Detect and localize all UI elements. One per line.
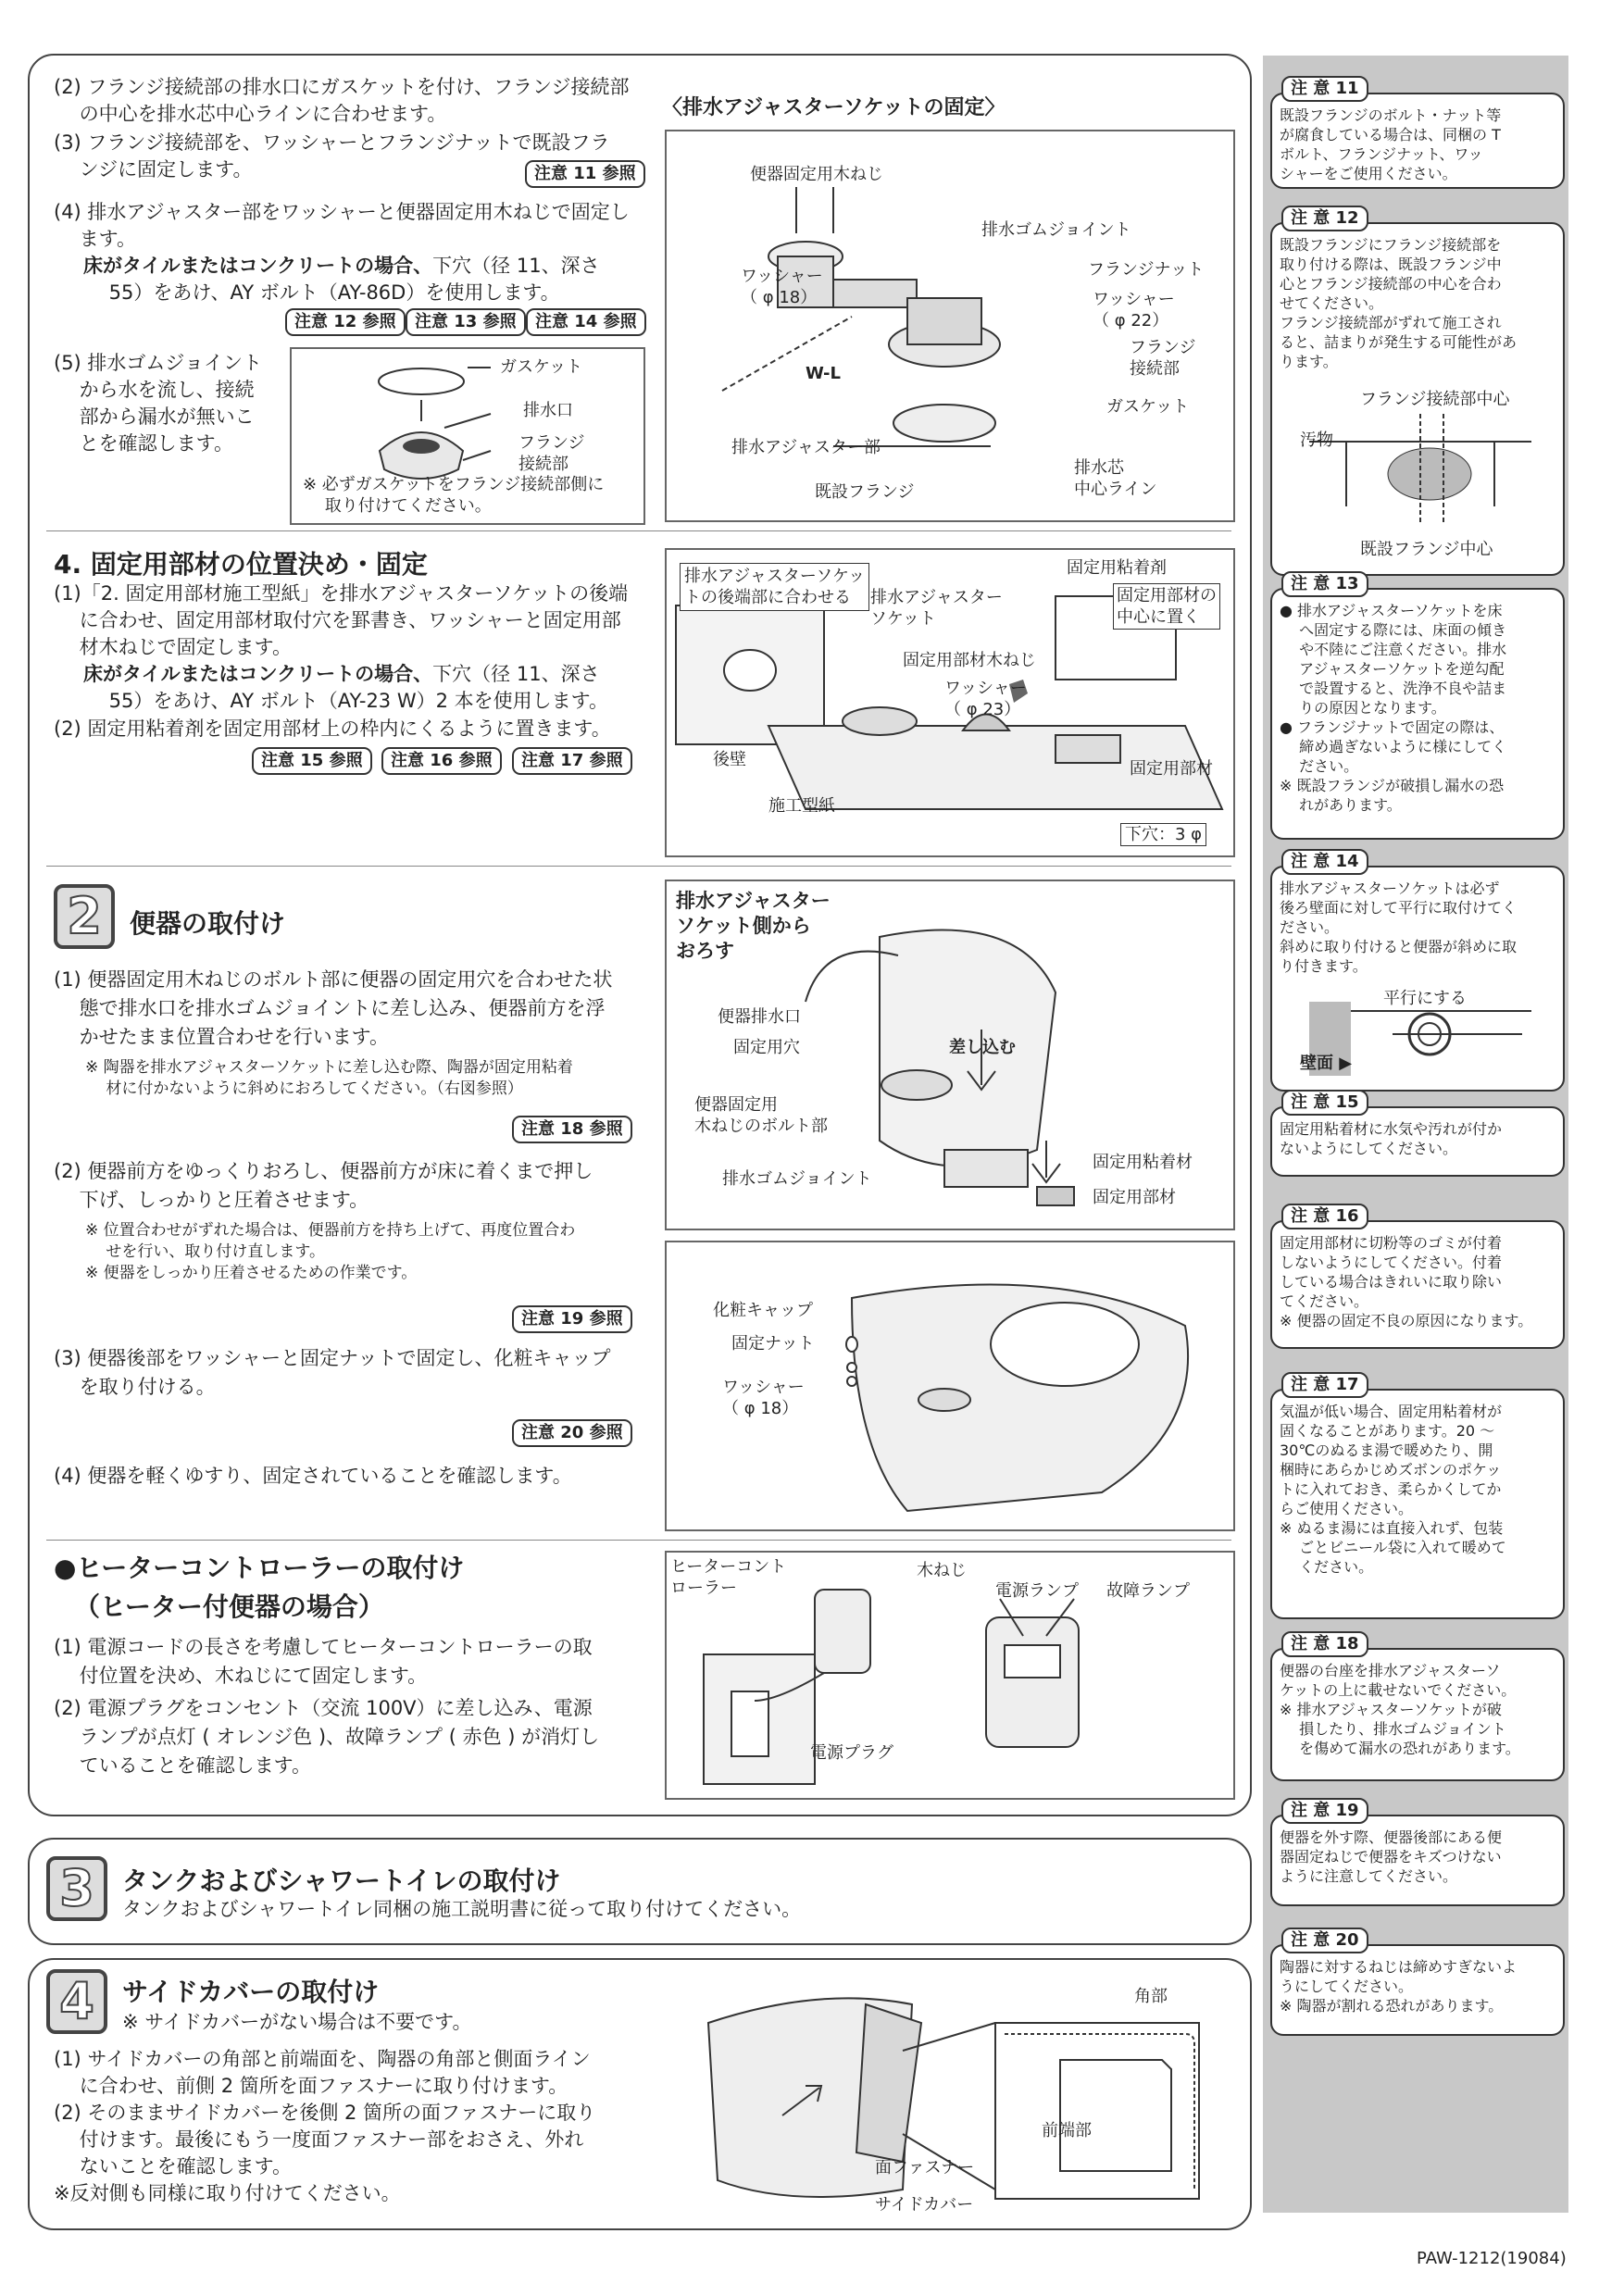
- label-front-end: 前端部: [1042, 2121, 1092, 2140]
- step4-step-2: (2) そのままサイドカバーを後側 2 箇所の面ファスナーに取り 付けます。最後にもう一度面ファスナー部をおさえ、外れ ないことを確認します。: [54, 2102, 596, 2177]
- label-power-plug: 電源プラグ: [810, 1743, 893, 1763]
- label-screw-bolt: 便器固定用 木ねじのボルト部: [694, 1095, 828, 1136]
- step2-step-1-note: ※ 陶器を排水アジャスターソケットに差し込む際、陶器が固定用粘着 材に付かないように斜めにおろしてください。（右図参照）: [85, 1058, 573, 1098]
- flange-step-4: (4) 排水アジャスター部をワッシャーと便器固定用木ねじで固定し ます。: [54, 201, 630, 250]
- label-fault-lamp: 故障ランプ: [1106, 1581, 1190, 1601]
- section4-step-1-rest: 下穴（径 11、深さ 55）をあけ、AY ボルト（AY-23 W）2 本を使用します。: [108, 663, 608, 712]
- label-fixing-member-2: 固定用部材: [1093, 1188, 1176, 1207]
- step3-number: 3: [46, 1856, 107, 1921]
- ref-note-20: 注意 20 参照: [512, 1419, 632, 1447]
- label-insert: 差し込む: [949, 1038, 1016, 1057]
- step4-number: 4: [46, 1969, 107, 2034]
- note-16-body: 固定用部材に切粉等のゴミが付着 しないようにしてください。付着 している場合はきれいに取り除い てください。 ※ 便器の固定不良の原因になります。: [1280, 1234, 1533, 1329]
- label-side-cover: サイドカバー: [875, 2195, 974, 2215]
- note-17-title: 注 意 17: [1281, 1372, 1368, 1398]
- note-12-title: 注 意 12: [1281, 206, 1368, 231]
- note-15-body: 固定用粘着材に水気や汚れが付か ないようにしてください。: [1280, 1120, 1503, 1157]
- label-adjuster-socket: 排水アジャスター ソケット: [870, 588, 1003, 629]
- label-adjuster: 排水アジャスター部: [731, 438, 881, 457]
- adjuster-figure: [665, 130, 1235, 522]
- divider-2: [46, 866, 1231, 867]
- label-center-line: 排水芯 中心ライン: [1074, 458, 1157, 499]
- divider-3: [46, 1540, 1231, 1541]
- heater-subheading: （ヒーター付便器の場合）: [74, 1591, 384, 1622]
- ref-note-13: 注意 13 参照: [406, 308, 526, 336]
- note-12-drawing: [1291, 405, 1550, 534]
- label-align-rear: 排水アジャスターソケッ トの後端部に合わせる: [680, 563, 869, 611]
- note-12-body: 既設フランジにフランジ接続部を 取り付ける際は、既設フランジ中 心とフランジ接続部の中心を合わ せてください。 フランジ接続部がずれて施工され ると、詰まりが発生する可能性があ ります。: [1280, 236, 1518, 370]
- note-19-title: 注 意 19: [1281, 1798, 1368, 1824]
- label-adhesive-title: 固定用粘着剤: [1067, 558, 1167, 578]
- section4-step-1-bold: 床がタイルまたはコンクリートの場合、: [83, 663, 433, 685]
- heater-step-2: (2) 電源プラグをコンセント（交流 100V）に差し込み、電源 ランプが点灯 ( オレンジ色 )、故障ランプ ( 赤色 ) が消灯し ていることを確認します。: [54, 1697, 600, 1777]
- side-cover-figure: [681, 1967, 1236, 2217]
- note-13-title: 注 意 13: [1281, 571, 1368, 597]
- flange-step-4-detail: [83, 253, 676, 306]
- label-toilet-drain: 便器排水口: [718, 1007, 801, 1027]
- step2-step-4: (4) 便器を軽くゆすり、固定されていることを確認します。: [54, 1465, 572, 1487]
- step4-step-3: ※反対側も同様に取り付けてください。: [54, 2182, 401, 2204]
- step2-step-3: (3) 便器後部をワッシャーと固定ナットで固定し、化粧キャップ を取り付ける。: [54, 1347, 611, 1398]
- flange-step-3: (3) フランジ接続部を、ワッシャーとフランジナットで既設フラ ンジに固定します。: [54, 131, 610, 181]
- note-12-fig-dirt: 汚物: [1300, 430, 1333, 450]
- note-13: [1270, 574, 1565, 840]
- note-20-title: 注 意 20: [1281, 1928, 1368, 1953]
- heater-heading: ●ヒーターコントローラーの取付け: [54, 1553, 465, 1583]
- note-15-title: 注 意 15: [1281, 1090, 1368, 1116]
- note-18-body: 便器の台座を排水アジャスターソ ケットの上に載せないでください。 ※ 排水アジャスターソケットが破 損したり、排水ゴムジョイント を傷めて漏水の恐れがあります。: [1280, 1662, 1520, 1757]
- step4-step-1: (1) サイドカバーの角部と前端面を、陶器の角部と側面ライン に合わせ、前側 2 箇所を面ファスナーに取り付けます。: [54, 2048, 591, 2097]
- flange-step-4-rest: 下穴（径 11、深さ 55）をあけ、AY ボルト（AY-86D）を使用します。: [108, 255, 600, 304]
- document-id: PAW-1212(19084): [1417, 2249, 1567, 2268]
- label-power-lamp: 電源ランプ: [995, 1581, 1079, 1601]
- ref-note-19: 注意 19 参照: [512, 1305, 632, 1333]
- note-12-fig-top: フランジ接続部中心: [1360, 390, 1510, 409]
- note-11-title: 注 意 11: [1281, 76, 1368, 102]
- label-flange-nut: フランジナット: [1088, 260, 1205, 280]
- ref-note-15: 注意 15 参照: [252, 747, 372, 775]
- note-20: [1270, 1930, 1565, 2036]
- label-fixing-screw: 便器固定用木ねじ: [750, 165, 883, 184]
- note-19-body: 便器を外す際、便器後部にある便 器固定ねじで便器をキズつけない ように注意してください。: [1280, 1828, 1503, 1885]
- label-outlet: 排水口: [523, 401, 573, 420]
- label-member-screw: 固定用部材木ねじ: [903, 651, 1036, 670]
- label-rubber-joint-2: 排水ゴムジョイント: [722, 1169, 872, 1189]
- flange-step-4-bold: 床がタイルまたはコンクリートの場合、: [83, 255, 433, 277]
- flange-step-5: (5) 排水ゴムジョイント から水を流し、接続 部から漏水が無いこ とを確認します。: [54, 352, 263, 455]
- step4-note: ※ サイドカバーがない場合は不要です。: [122, 2011, 472, 2033]
- label-adhesive-center: 固定用部材の 中心に置く: [1113, 583, 1220, 630]
- label-gasket-2: ガスケット: [1106, 397, 1190, 417]
- label-gasket: ガスケット: [500, 357, 583, 377]
- ref-note-18: 注意 18 参照: [512, 1116, 632, 1143]
- step2-step-1: (1) 便器固定用木ねじのボルト部に便器の固定用穴を合わせた状 態で排水口を排水ゴムジョイントに差し込み、便器前方を浮 かせたまま位置合わせを行います。: [54, 968, 613, 1048]
- label-lower-from-socket: 排水アジャスター ソケット側から おろす: [676, 890, 831, 962]
- note-16-title: 注 意 16: [1281, 1204, 1368, 1229]
- note-13-body: ● 排水アジャスターソケットを床 へ固定する際には、床面の傾き や不陸にご注意ください。排水 アジャスターソケットを逆勾配 で設置すると、洗浄不良や詰ま りの原因となります。 ● フランジナットで固定の際は、 締め過ぎないように様にしてく ださい。 ※ 既設フランジが破損し漏水の恐 れがあります。: [1280, 602, 1507, 814]
- note-18: [1270, 1634, 1565, 1781]
- label-adhesive: 固定用粘着材: [1093, 1153, 1193, 1172]
- note-14: [1270, 852, 1565, 1092]
- label-wood-screw: 木ねじ: [917, 1561, 967, 1580]
- section4-step-1-detail: [83, 661, 676, 715]
- label-template: 施工型紙: [768, 796, 835, 816]
- label-corner: 角部: [1134, 1987, 1168, 2006]
- divider-1: [46, 530, 1231, 531]
- label-wl: W-L: [806, 364, 841, 383]
- label-washer-18: ワッシャー （ φ 18）: [741, 267, 823, 307]
- step2-number: 2: [54, 884, 115, 949]
- label-pilot-hole: 下穴：3 φ: [1120, 823, 1206, 846]
- step2-step-2: (2) 便器前方をゆっくりおろし、便器前方が床に着くまで押し 下げ、しっかりと圧着させます。: [54, 1160, 593, 1211]
- label-fixing-hole: 固定用穴: [733, 1038, 800, 1057]
- note-14-body: 排水アジャスターソケットは必ず 後ろ壁面に対して平行に取付けてく ださい。 斜めに取り付けると便器が斜めに取 り付きます。: [1280, 880, 1518, 975]
- note-18-title: 注 意 18: [1281, 1631, 1368, 1657]
- note-16: [1270, 1206, 1565, 1349]
- flange-step-2: (2) フランジ接続部の排水口にガスケットを付け、フランジ接続部 の中心を排水芯中心ラインに合わせます。: [54, 76, 630, 125]
- note-11: [1270, 79, 1565, 189]
- label-flange-joint-2: フランジ 接続部: [1130, 338, 1196, 379]
- toilet-rear-figure: [665, 1241, 1235, 1531]
- gasket-figure-note: ※ 必ずガスケットをフランジ接続部側に 取り付けてください。: [303, 475, 605, 516]
- note-20-body: 陶器に対するねじは締めすぎないよ うにしてください。 ※ 陶器が割れる恐れがあります。: [1280, 1958, 1518, 2015]
- ref-note-14: 注意 14 参照: [526, 308, 646, 336]
- label-washer-22: ワッシャー （ φ 22）: [1093, 290, 1175, 331]
- section4-step-1: (1)「2. 固定用部材施工型紙」を排水アジャスターソケットの後端 に合わせ、固定用部材取付穴を罫書き、ワッシャーと固定用部 材木ねじで固定します。: [54, 582, 629, 658]
- step3-heading: タンクおよびシャワートイレの取付け: [122, 1866, 561, 1896]
- note-12: [1270, 208, 1565, 576]
- step2-step-2-note: ※ 位置合わせがずれた場合は、便器前方を持ち上げて、再度位置合わ せを行い、取り付け直します。 ※ 便器をしっかり圧着させるための作業です。: [85, 1221, 576, 1282]
- note-14-fig-wall: 壁面 ▶: [1300, 1054, 1353, 1073]
- heater-step-1: (1) 電源コードの長さを考慮してヒーターコントローラーの取 付位置を決め、木ねじにて固定します。: [54, 1636, 593, 1687]
- label-existing-flange: 既設フランジ: [815, 482, 915, 502]
- ref-note-17: 注意 17 参照: [512, 747, 632, 775]
- ref-note-11: 注意 11 参照: [525, 160, 645, 188]
- section4-step-2: (2) 固定用粘着剤を固定用部材上の枠内にくるように置きます。: [54, 718, 611, 740]
- section4-heading: 4. 固定用部材の位置決め・固定: [54, 549, 428, 580]
- step3-text: タンクおよびシャワートイレ同梱の施工説明書に従って取り付けてください。: [122, 1898, 802, 1920]
- label-heater-controller: ヒーターコント ローラー: [670, 1557, 787, 1598]
- ref-note-12: 注意 12 参照: [285, 308, 406, 336]
- heater-figure: [665, 1551, 1235, 1800]
- toilet-lower-figure: [665, 880, 1235, 1230]
- label-washer-18-2: ワッシャー （ φ 18）: [722, 1378, 805, 1418]
- note-14-fig-parallel: 平行にする: [1383, 989, 1467, 1008]
- note-14-title: 注 意 14: [1281, 849, 1368, 875]
- label-fixing-member: 固定用部材: [1130, 759, 1213, 779]
- adjuster-figure-title: 〈排水アジャスターソケットの固定〉: [662, 96, 1006, 119]
- label-fixing-nut: 固定ナット: [731, 1334, 815, 1354]
- label-hook-loop-fastener: 面ファスナー: [875, 2158, 975, 2177]
- label-rubber-joint: 排水ゴムジョイント: [981, 220, 1131, 240]
- label-flange-joint: フランジ 接続部: [518, 433, 585, 474]
- ref-note-16: 注意 16 参照: [381, 747, 502, 775]
- note-12-fig-bottom: 既設フランジ中心: [1360, 540, 1493, 559]
- label-rear-wall: 後壁: [713, 750, 746, 769]
- label-cosmetic-cap: 化粧キャップ: [713, 1301, 813, 1320]
- note-17-body: 気温が低い場合、固定用粘着材が 固くなることがあります。20 ～ 30℃のぬるま湯で暖めたり、開 梱時にあらかじめズボンのポケッ トに入れておき、柔らかくしてか らご使用ください。 ※ ぬるま湯には直接入れず、包装 ごとビニール袋に入れて暖めて ください。: [1280, 1403, 1506, 1576]
- gasket-figure: [290, 347, 645, 525]
- member-figure: [665, 548, 1235, 857]
- note-19: [1270, 1801, 1565, 1906]
- label-washer-23: ワッシャー （ φ 23）: [944, 679, 1027, 719]
- note-11-body: 既設フランジのボルト・ナット等 が腐食している場合は、同梱の T ボルト、フランジナット、ワッ シャーをご使用ください。: [1280, 106, 1502, 182]
- step4-heading: サイドカバーの取付け: [122, 1977, 380, 2007]
- step2-heading: 便器の取付け: [130, 908, 286, 939]
- note-15: [1270, 1092, 1565, 1177]
- note-17: [1270, 1375, 1565, 1619]
